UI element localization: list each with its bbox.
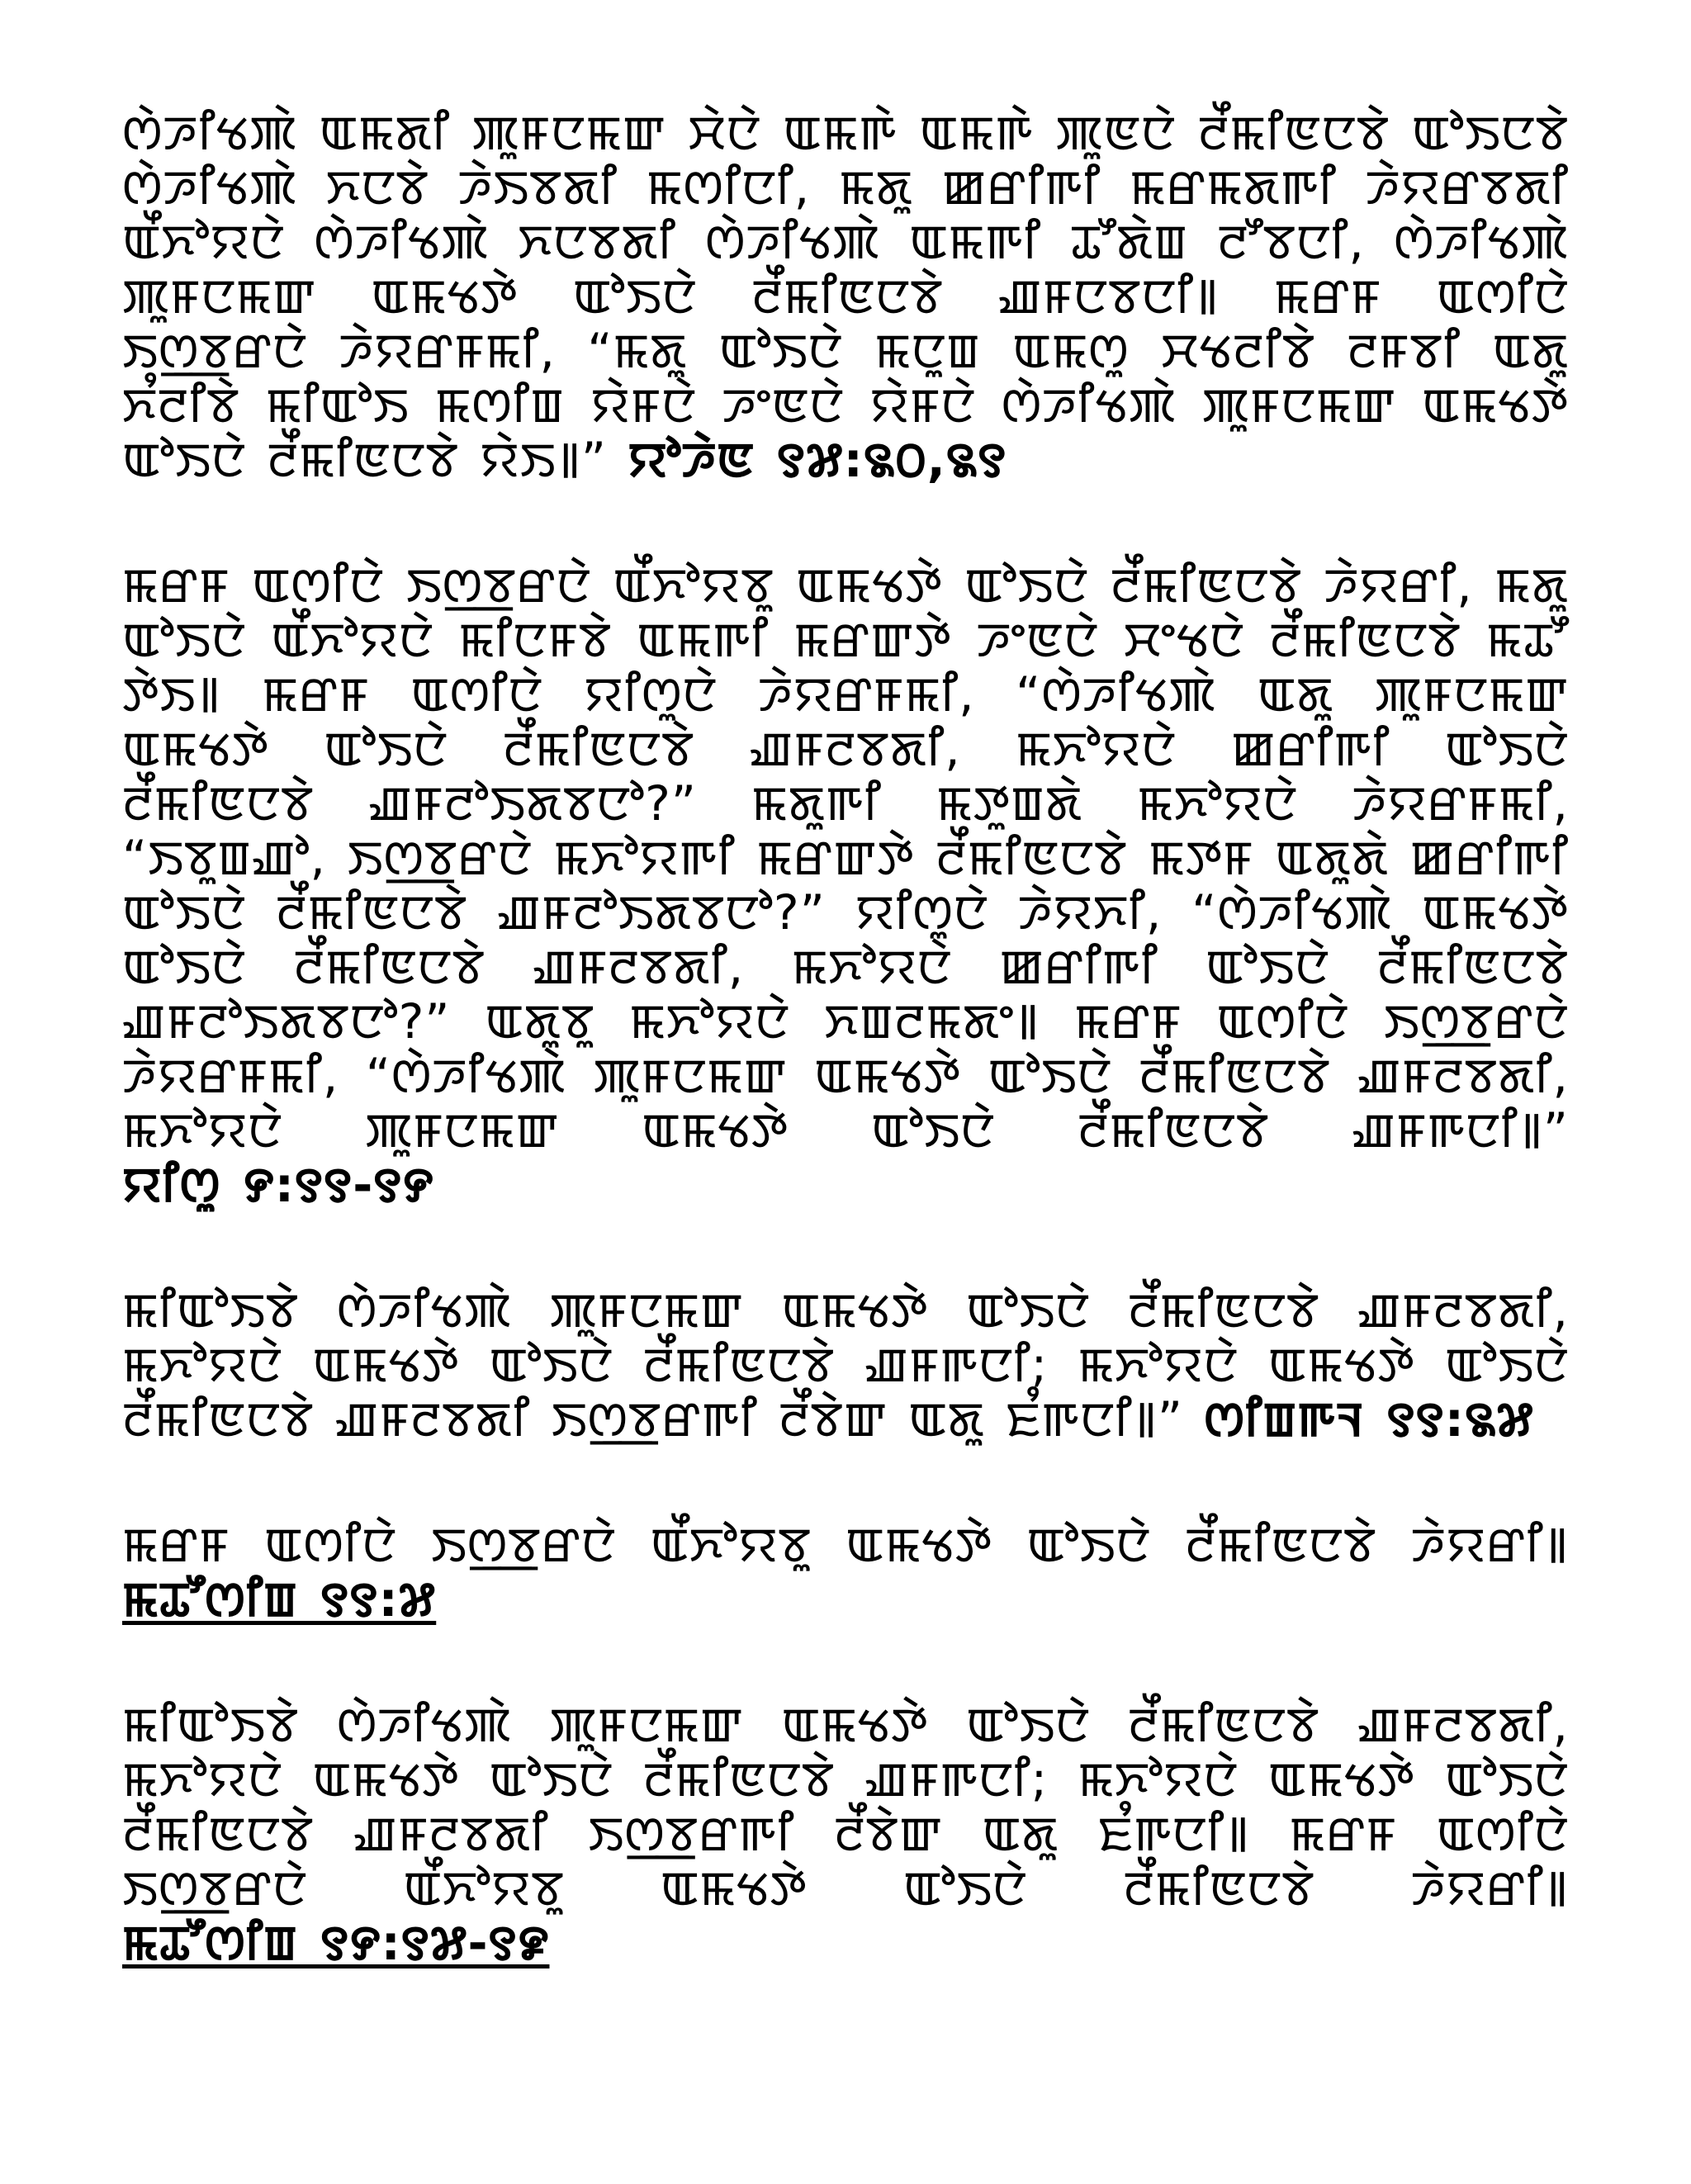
scripture-paragraph-4 bbox=[122, 1518, 1569, 1627]
paragraph-text: ꯃꯤꯑꯣꯏꯕꯥ ꯁꯥꯍꯤꯠꯄꯥ ꯄꯨꯝꯅꯃꯛ ꯑꯃꯠꯇꯥ ꯑꯣꯏꯅꯥ ꯂꯩꯃꯤꯟꯅꯕꯥ ꯉꯝꯂꯕꯗꯤ, ꯃꯈꯣꯌꯅꯥ ꯑꯃꯠꯇꯥ ꯑꯣꯏꯅꯥ ꯂꯩꯃꯤꯟꯅꯕꯥ ꯉꯝꯒꯅꯤ; ꯃꯈꯣꯌꯅꯥ ꯑꯃꯠꯇꯥ ꯑꯣꯏꯅꯥ ꯂꯩꯃꯤꯟꯅꯕꯥ ꯉꯝꯂꯕꯗꯤ ꯏꯁ꯭ꯕꯔꯒꯤ ꯂꯩꯕꯥꯛ ꯑꯗꯨ ꯐꯪꯒꯅꯤ꯫ ꯃꯔꯝ ꯑꯁꯤꯅꯥ ꯏꯁ꯭ꯕꯔꯅꯥ ꯑꯩꯈꯣꯌꯕꯨ ꯑꯃꯠꯇꯥ ꯑꯣꯏꯅꯥ ꯂꯩꯃꯤꯟꯅꯕꯥ ꯍꯥꯌꯔꯤ꯫ bbox=[122, 1697, 1569, 1916]
scripture-reference: ꯁꯤꯡꯒꯜ ꯱꯱:꯲꯷ bbox=[1204, 1391, 1534, 1447]
scripture-paragraph-5 bbox=[122, 1698, 1569, 1970]
scripture-reference: ꯃꯊꯧꯁꯤꯡ ꯱꯱:꯷ bbox=[122, 1571, 437, 1627]
scripture-paragraph-2 bbox=[122, 558, 1569, 1212]
scripture-paragraph-3 bbox=[122, 1283, 1569, 1447]
scripture-paragraph-1 bbox=[122, 106, 1569, 487]
paragraph-text: ꯃꯔꯝ ꯑꯁꯤꯅꯥ ꯏꯁ꯭ꯕꯔꯅꯥ ꯑꯩꯈꯣꯌꯕꯨ ꯑꯃꯠꯇꯥ ꯑꯣꯏꯅꯥ ꯂꯩꯃꯤꯟꯅꯕꯥ ꯍꯥꯌꯔꯤ꯫ bbox=[122, 1517, 1569, 1573]
paragraph-text: ꯃꯔꯝ ꯑꯁꯤꯅꯥ ꯏꯁ꯭ꯕꯔꯅꯥ ꯑꯩꯈꯣꯌꯕꯨ ꯑꯃꯠꯇꯥ ꯑꯣꯏꯅꯥ ꯂꯩꯃꯤꯟꯅꯕꯥ ꯍꯥꯌꯔꯤ, ꯃꯗꯨ ꯑꯣꯏꯅꯥ ꯑꯩꯈꯣꯌꯅꯥ ꯃꯤꯅꯝꯕꯥ ꯑꯃꯒꯤ ꯃꯔꯛꯇꯥ ꯍꯦꯟꯅꯥ ꯆꯦꯠꯅꯥ ꯂꯩꯃꯤꯟꯅꯕꯥ ꯃꯊꯧ ꯇꯥꯏ꯫ ꯃꯔꯝ ꯑꯁꯤꯅꯥ ꯌꯤꯁꯨꯅꯥ ꯍꯥꯌꯔꯝꯃꯤ, “ꯁꯥꯍꯤꯠꯄꯥ ꯑꯗꯨ ꯄꯨꯝꯅꯃꯛ ꯑꯃꯠꯇꯥ ꯑꯣꯏꯅꯥ ꯂꯩꯃꯤꯟꯅꯕꯥ ꯉꯝꯂꯕꯗꯤ, ꯃꯈꯣꯌꯅꯥ ꯀꯔꯤꯒꯤ ꯑꯣꯏꯅꯥ ꯂꯩꯃꯤꯟꯅꯕꯥ ꯉꯝꯂꯣꯏꯗꯕꯅꯣ?” ꯃꯗꯨꯒꯤ ꯃꯇꯨꯡꯗꯥ ꯃꯈꯣꯌꯅꯥ ꯍꯥꯌꯔꯝꯃꯤ, “ꯏꯕꯨꯡꯉꯣ, ꯏꯁ꯭ꯕꯔꯅꯥ ꯃꯈꯣꯌꯒꯤ ꯃꯔꯛꯇꯥ ꯂꯩꯃꯤꯟꯅꯕꯥ ꯃꯇꯝ ꯑꯗꯨꯗꯥ ꯀꯔꯤꯒꯤ ꯑꯣꯏꯅꯥ ꯂꯩꯃꯤꯟꯅꯕꯥ ꯉꯝꯂꯣꯏꯗꯕꯅꯣ?” ꯌꯤꯁꯨꯅꯥ ꯍꯥꯌꯈꯤ, “ꯁꯥꯍꯤꯠꯄꯥ ꯑꯃꯠꯇꯥ ꯑꯣꯏꯅꯥ ꯂꯩꯃꯤꯟꯅꯕꯥ ꯉꯝꯂꯕꯗꯤ, ꯃꯈꯣꯌꯅꯥ ꯀꯔꯤꯒꯤ ꯑꯣꯏꯅꯥ ꯂꯩꯃꯤꯟꯅꯕꯥ ꯉꯝꯂꯣꯏꯗꯕꯅꯣ?” ꯑꯗꯨꯕꯨ ꯃꯈꯣꯌꯅꯥ ꯈꯡꯂꯃꯗꯦ꯫ ꯃꯔꯝ ꯑꯁꯤꯅꯥ ꯏꯁ꯭ꯕꯔꯅꯥ ꯍꯥꯌꯔꯝꯃꯤ, “ꯁꯥꯍꯤꯠꯄꯥ ꯄꯨꯝꯅꯃꯛ ꯑꯃꯠꯇꯥ ꯑꯣꯏꯅꯥ ꯂꯩꯃꯤꯟꯅꯕꯥ ꯉꯝꯂꯕꯗꯤ, ꯃꯈꯣꯌꯅꯥ ꯄꯨꯝꯅꯃꯛ ꯑꯃꯠꯇꯥ ꯑꯣꯏꯅꯥ ꯂꯩꯃꯤꯟꯅꯕꯥ ꯉꯝꯒꯅꯤ꯫” bbox=[122, 557, 1569, 1158]
paragraph-text: ꯁꯥꯍꯤꯠꯄꯥ ꯑꯃꯗꯤ ꯄꯨꯝꯅꯃꯛ ꯆꯥꯅꯥ ꯑꯃꯒꯥ ꯑꯃꯒꯥ ꯄꯨꯟꯅꯥ ꯂꯩꯃꯤꯟꯅꯕꯥ ꯑꯣꯏꯅꯕꯥ ꯁꯥꯍꯤꯠꯄꯥ ꯈꯅꯕꯥ ꯍꯥꯏꯕꯗꯤ ꯃꯁꯤꯅꯤ, ꯃꯗꯨ ꯀꯔꯤꯒꯤ ꯃꯔꯃꯗꯒꯤ ꯍꯥꯌꯔꯕꯗꯤ ꯑꯩꯈꯣꯌꯅꯥ ꯁꯥꯍꯤꯠꯄꯥ ꯈꯅꯕꯗꯤ ꯁꯥꯍꯤꯠꯄꯥ ꯑꯃꯒꯤ ꯊꯧꯗꯥꯡ ꯂꯧꯕꯅꯤ, ꯁꯥꯍꯤꯠꯄꯥ ꯄꯨꯝꯅꯃꯛ ꯑꯃꯠꯇꯥ ꯑꯣꯏꯅꯥ ꯂꯩꯃꯤꯟꯅꯕꯥ ꯉꯝꯅꯕꯅꯤ꯫ ꯃꯔꯝ ꯑꯁꯤꯅꯥ ꯏꯁ꯭ꯕꯔꯅꯥ ꯍꯥꯌꯔꯝꯃꯤ, “ꯃꯗꯨ ꯑꯣꯏꯅꯥ ꯃꯅꯨꯡ ꯑꯃꯁꯨ ꯆꯠꯂꯤꯕꯥ ꯂꯝꯕꯤ ꯑꯗꯨ ꯈꯪꯂꯤꯕꯥ ꯃꯤꯑꯣꯏ ꯃꯁꯤꯡ ꯌꯥꯝꯅꯥ ꯍꯦꯟꯅꯥ ꯌꯥꯝꯅꯥ ꯁꯥꯍꯤꯠꯄꯥ ꯄꯨꯝꯅꯃꯛ ꯑꯃꯠꯇꯥ ꯑꯣꯏꯅꯥ ꯂꯩꯃꯤꯟꯅꯕꯥ ꯌꯥꯏ꯫” bbox=[122, 105, 1569, 488]
scripture-reference: ꯃꯊꯧꯁꯤꯡ ꯱꯸:꯱꯷-꯱꯹ bbox=[122, 1915, 550, 1971]
scripture-reference: ꯌꯤꯁꯨ ꯸:꯱꯱-꯱꯸ bbox=[122, 1157, 434, 1213]
scripture-reference: ꯌꯣꯍꯥꯟ ꯱꯷:꯲꯰,꯲꯱ bbox=[628, 432, 1007, 488]
page-body bbox=[122, 106, 1569, 2041]
paragraph-text: ꯃꯤꯑꯣꯏꯕꯥ ꯁꯥꯍꯤꯠꯄꯥ ꯄꯨꯝꯅꯃꯛ ꯑꯃꯠꯇꯥ ꯑꯣꯏꯅꯥ ꯂꯩꯃꯤꯟꯅꯕꯥ ꯉꯝꯂꯕꯗꯤ, ꯃꯈꯣꯌꯅꯥ ꯑꯃꯠꯇꯥ ꯑꯣꯏꯅꯥ ꯂꯩꯃꯤꯟꯅꯕꯥ ꯉꯝꯒꯅꯤ; ꯃꯈꯣꯌꯅꯥ ꯑꯃꯠꯇꯥ ꯑꯣꯏꯅꯥ ꯂꯩꯃꯤꯟꯅꯕꯥ ꯉꯝꯂꯕꯗꯤ ꯏꯁ꯭ꯕꯔꯒꯤ ꯂꯩꯕꯥꯛ ꯑꯗꯨ ꯐꯪꯒꯅꯤ꯫” bbox=[122, 1282, 1569, 1447]
